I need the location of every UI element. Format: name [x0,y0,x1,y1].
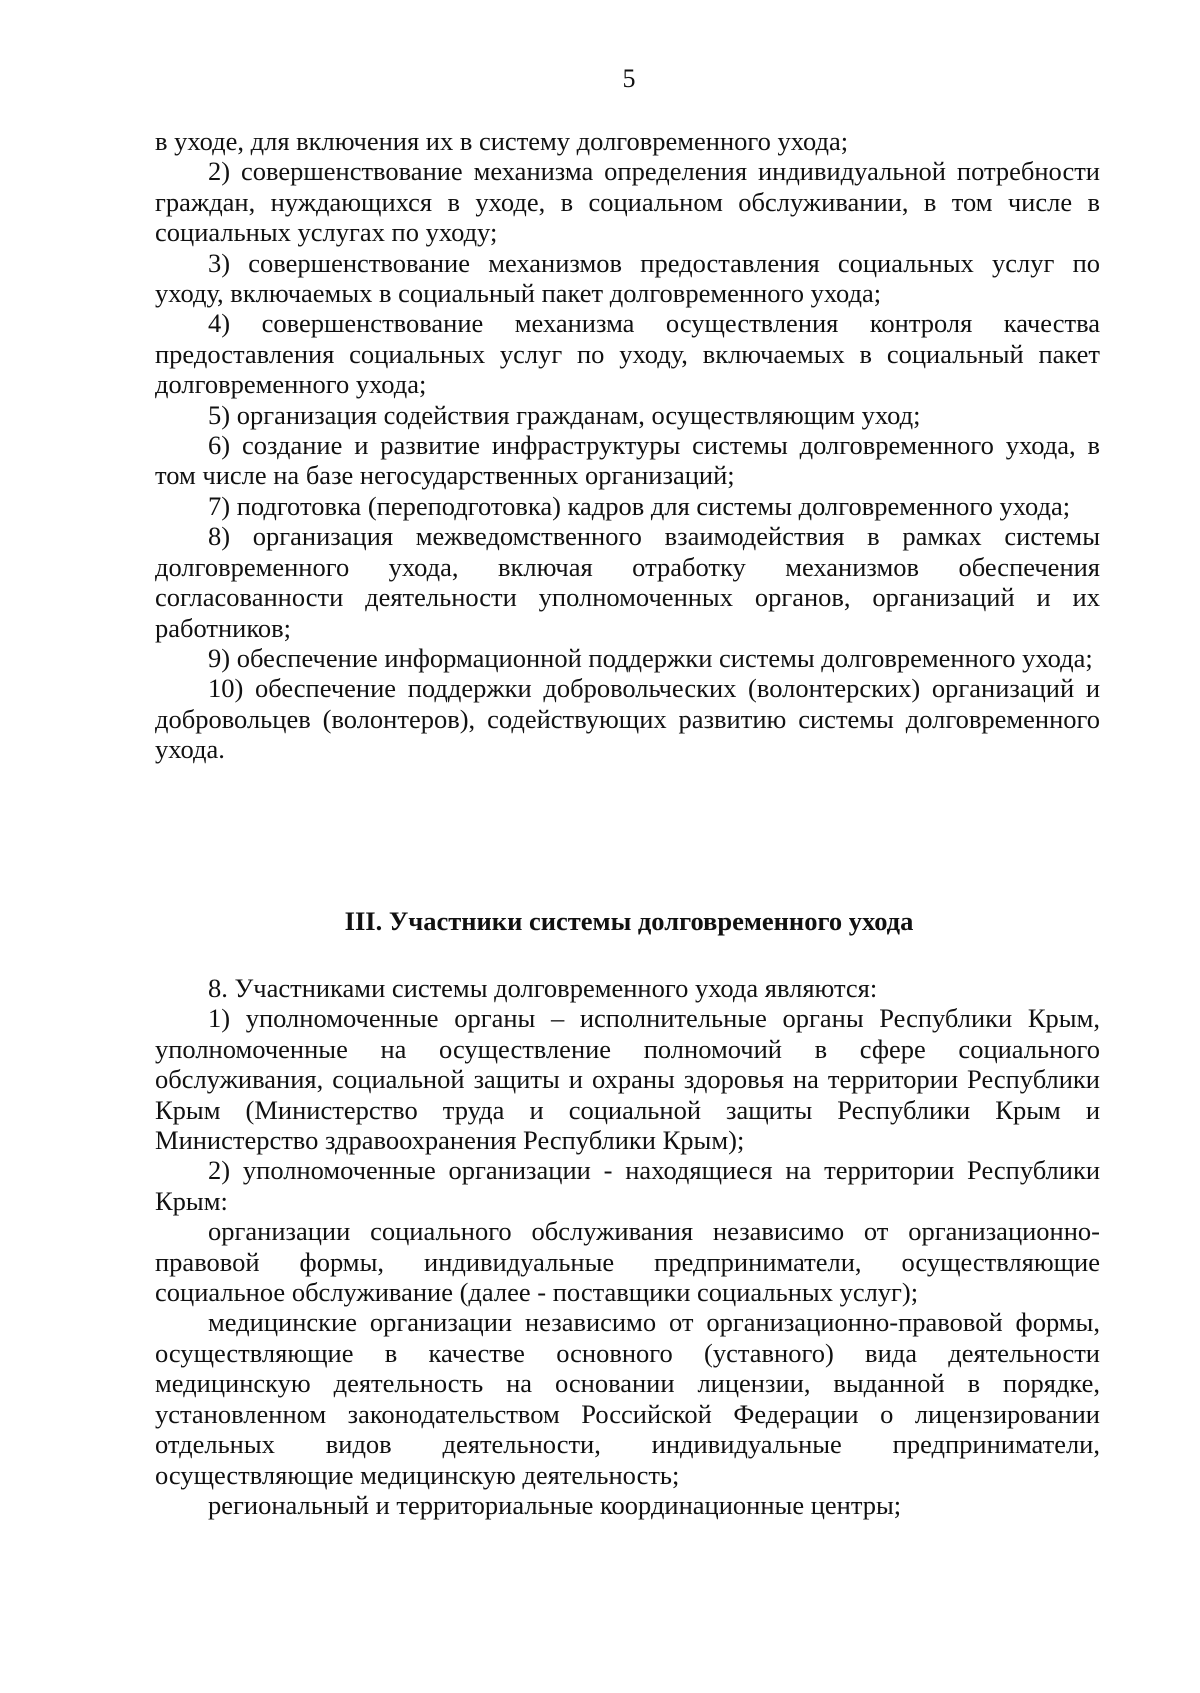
clause-8: 8. Участниками системы долговременного ухода являются: [208,973,878,1003]
participant-item-1: 1) уполномоченные органы – исполнительные органы Республики Крым, уполномоченные на осуществление полномочий в сфере социального обслуживания, социальной защиты и охраны здоровья на территории Республики Крым (Министерство труда и социальной защиты Республики Крым и Министерство здравоохранения Республики Крым); [155,1003,1100,1156]
list-item-2: 2) совершенствование механизма определения индивидуальной потребности граждан, нуждающихся в уходе, в социальном обслуживании, в том числе в социальных услугах по уходу; [155,156,1100,248]
list-item-5: 5) организация содействия гражданам, осуществляющим уход; [208,399,921,430]
page-number: 5 [622,64,636,93]
list-item-4: 4) совершенствование механизма осуществления контроля качества предоставления социальных услуг по уходу, включаемых в социальный пакет долговременного ухода; [155,308,1100,400]
paragraph-continuation: в уходе, для включения их в систему долговременного ухода; [155,126,849,156]
list-item-7: 7) подготовка (переподготовка) кадров для системы долговременного ухода; [208,490,1071,521]
participant-subitem-medical: медицинские организации независимо от организационно-правовой формы, осуществляющие в качестве основного (уставного) вида деятельности медицинскую деятельность на основании лицензии, выданной в порядке, установленном законодательством Российской Федерации о лицензировании отдельных видов деятельности, индивидуальные предприниматели, осуществляющие медицинскую деятельность; [155,1307,1100,1490]
participant-item-2: 2) уполномоченные организации - находящиеся на территории Республики Крым: [155,1155,1100,1216]
list-item-6: 6) создание и развитие инфраструктуры системы долговременного ухода, в том числе на базе негосударственных организаций; [155,430,1100,491]
list-item-9: 9) обеспечение информационной поддержки системы долговременного ухода; [208,642,1093,673]
goals-list [155,126,1100,765]
participant-subitem-centers: региональный и территориальные координационные центры; [208,1489,902,1520]
list-item-3: 3) совершенствование механизмов предоставления социальных услуг по уходу, включаемых в социальный пакет долговременного ухода; [155,247,1100,309]
list-item-8: 8) организация межведомственного взаимодействия в рамках системы долговременного ухода, включая отработку механизмов обеспечения согласованности деятельности уполномоченных органов, организаций и их работников; [155,521,1100,643]
participant-subitem-social: организации социального обслуживания независимо от организационно-правовой формы, индивидуальные предприниматели, осуществляющие социальное обслуживание (далее - поставщики социальных услуг); [155,1216,1100,1308]
section-heading: III. Участники системы долговременного ухода [344,906,914,936]
participants-list [155,973,1100,1520]
list-item-10: 10) обеспечение поддержки добровольческих (волонтерских) организаций и добровольцев (волонтеров), содействующих развитию системы долговременного ухода. [155,673,1100,765]
